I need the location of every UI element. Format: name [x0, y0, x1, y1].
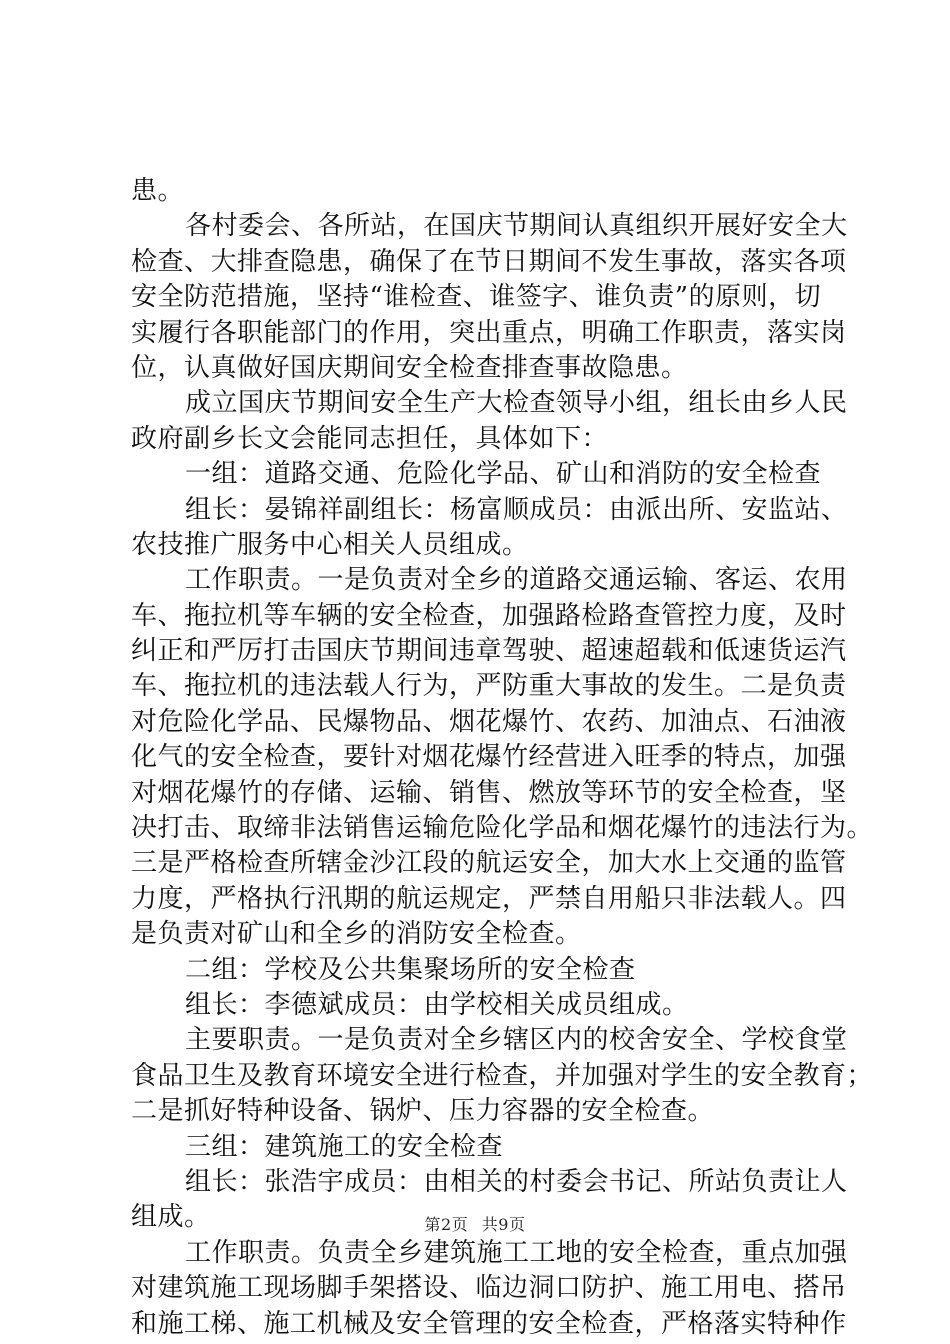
text-line: 组长：张浩宇成员：由相关的村委会书记、所站负责让人: [185, 1166, 848, 1197]
text-line: 三组：建筑施工的安全检查: [185, 1131, 504, 1162]
text-line: 二是抓好特种设备、锅炉、压力容器的安全检查。: [131, 1096, 715, 1127]
text-line: 是负责对矿山和全乡的消防安全检查。: [131, 919, 582, 950]
page-number: 第2页: [424, 1215, 469, 1234]
text-line: 位，认真做好国庆期间安全检查排查事故隐患。: [131, 352, 688, 383]
page-footer: [0, 1212, 950, 1235]
text-line: 车、拖拉机等车辆的安全检查，加强路检路查管控力度，及时: [131, 600, 847, 631]
text-line: 政府副乡长文会能同志担任，具体如下：: [131, 423, 609, 454]
text-line: 主要职责。一是负责对全乡辖区内的校舍安全、学校食堂: [185, 1025, 848, 1056]
text-line: 力度，严格执行汛期的航运规定，严禁自用船只非法载人。四: [131, 883, 847, 914]
text-line: 成立国庆节期间安全生产大检查领导小组，组长由乡人民: [185, 388, 848, 419]
text-line: 对危险化学品、民爆物品、烟花爆竹、农药、加油点、石油液: [131, 706, 847, 737]
text-line: 工作职责。负责全乡建筑施工工地的安全检查，重点加强: [185, 1237, 848, 1268]
text-line: 安全防范措施，坚持“谁检查、谁签字、谁负责”的原则，切: [131, 282, 822, 313]
text-line: 二组：学校及公共集聚场所的安全检查: [185, 954, 636, 985]
text-line: 组长：晏锦祥副组长：杨富顺成员：由派出所、安监站、: [185, 494, 848, 525]
text-line: 组成。: [131, 1202, 211, 1233]
text-line: 对烟花爆竹的存储、运输、销售、燃放等环节的安全检查，坚: [131, 777, 847, 808]
text-line: 食品卫生及教育环境安全进行检查，并加强对学生的安全教育；: [131, 1060, 874, 1091]
text-line: 组长：李德斌成员：由学校相关成员组成。: [185, 989, 689, 1020]
text-line: 一组：道路交通、危险化学品、矿山和消防的安全检查: [185, 459, 822, 490]
text-line: 三是严格检查所辖金沙江段的航运安全，加大水上交通的监管: [131, 848, 847, 879]
text-line: 和施工梯、施工机械及安全管理的安全检查，严格落实特种作: [131, 1308, 847, 1339]
text-line: 决打击、取缔非法销售运输危险化学品和烟花爆竹的违法行为。: [131, 813, 874, 844]
document-body: [131, 174, 874, 1342]
text-line: 各村委会、各所站，在国庆节期间认真组织开展好安全大: [185, 211, 848, 242]
text-line: 化气的安全检查，要针对烟花爆竹经营进入旺季的特点，加强: [131, 742, 847, 773]
text-line: 车、拖拉机的违法载人行为，严防重大事故的发生。二是负责: [131, 671, 847, 702]
text-line: 患。: [131, 176, 185, 206]
text-line: 纠正和严厉打击国庆节期间违章驾驶、超速超载和低速货运汽: [131, 636, 847, 667]
page-total: 共9页: [481, 1215, 526, 1234]
text-line: 工作职责。一是负责对全乡的道路交通运输、客运、农用: [185, 565, 848, 596]
text-line: 农技推广服务中心相关人员组成。: [131, 529, 529, 560]
text-line: 对建筑施工现场脚手架搭设、临边洞口防护、施工用电、搭吊: [131, 1273, 847, 1304]
text-line: 实履行各职能部门的作用，突出重点，明确工作职责，落实岗: [131, 317, 847, 348]
text-line: 检查、大排查隐患，确保了在节日期间不发生事故，落实各项: [131, 246, 847, 277]
